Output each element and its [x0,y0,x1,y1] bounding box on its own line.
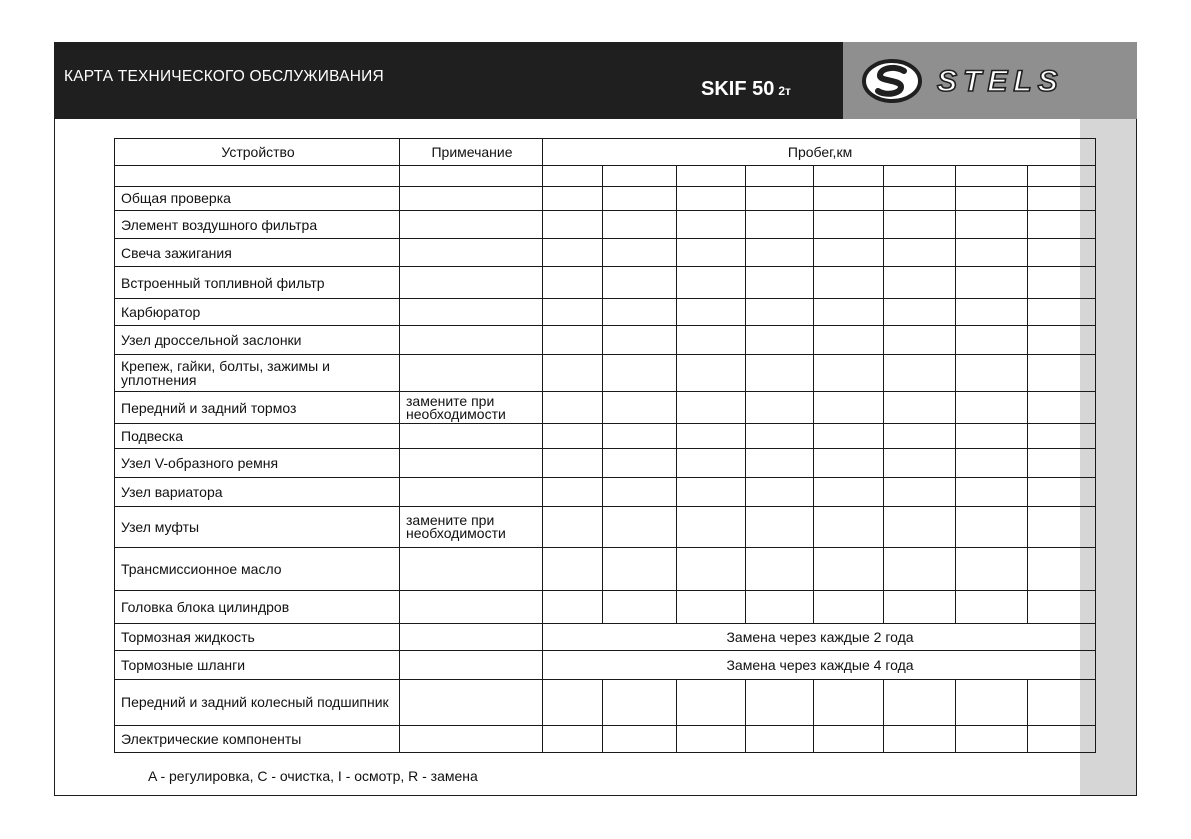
mileage-cell[interactable] [603,590,677,623]
note-cell [400,449,543,478]
mileage-cell[interactable] [814,299,884,326]
table-row [115,267,1096,299]
mileage-cell[interactable] [603,548,677,590]
mileage-cell[interactable] [543,211,603,239]
mileage-cell[interactable] [956,355,1028,392]
mileage-cell[interactable] [1028,165,1096,186]
mileage-cell[interactable] [956,326,1028,355]
mileage-cell[interactable] [746,548,814,590]
note-cell [400,267,543,299]
mileage-cell[interactable] [884,424,956,449]
mileage-cell[interactable] [814,726,884,753]
device-cell: Узел дроссельной заслонки [115,326,400,355]
brand-wordmark-text: STELS [937,66,1064,96]
mileage-cell[interactable] [1028,424,1096,449]
mileage-cell[interactable] [677,548,746,590]
mileage-cell[interactable] [814,326,884,355]
mileage-cell[interactable] [1028,186,1096,211]
note-cell [400,477,543,506]
mileage-cell[interactable] [884,392,956,424]
mileage-cell[interactable] [603,506,677,547]
mileage-cell[interactable] [956,679,1028,726]
mileage-cell[interactable] [1028,392,1096,424]
device-cell: Узел вариатора [115,477,400,506]
mileage-cell[interactable] [603,424,677,449]
mileage-cell[interactable] [1028,239,1096,267]
note-cell: замените при необходимости [400,506,543,547]
device-cell: Подвеска [115,424,400,449]
mileage-cell[interactable] [956,299,1028,326]
mileage-cell[interactable] [884,186,956,211]
mileage-cell[interactable] [814,186,884,211]
table-row [115,623,1096,650]
mileage-cell[interactable] [814,449,884,478]
legend-text: A - регулировка, C - очистка, I - осмотр, R - замена [148,768,478,784]
mileage-cell[interactable] [677,590,746,623]
mileage-cell[interactable] [677,299,746,326]
mileage-cell[interactable] [603,679,677,726]
mileage-cell[interactable] [956,165,1028,186]
device-cell: Тормозная жидкость [115,623,400,650]
mileage-cell[interactable] [543,449,603,478]
note-cell [400,623,543,650]
mileage-cell[interactable] [814,424,884,449]
table-row [115,355,1096,392]
mileage-cell[interactable] [543,299,603,326]
mileage-cell[interactable] [814,211,884,239]
mileage-cell[interactable] [884,326,956,355]
mileage-cell[interactable] [814,267,884,299]
mileage-cell[interactable] [1028,299,1096,326]
mileage-cell[interactable] [884,726,956,753]
mileage-cell[interactable] [677,449,746,478]
table-row [115,506,1096,547]
mileage-cell[interactable] [543,239,603,267]
mileage-cell[interactable] [746,449,814,478]
mileage-values-row [115,165,1096,186]
mileage-cell[interactable] [603,267,677,299]
header-note: Примечание [400,139,543,166]
mileage-cell[interactable] [603,355,677,392]
mileage-cell[interactable] [543,679,603,726]
interval-cell: Замена через каждые 4 года [543,650,1096,679]
table-row [115,679,1096,726]
mileage-cell[interactable] [814,239,884,267]
mileage-cell[interactable] [603,165,677,186]
mileage-cell[interactable] [746,477,814,506]
device-cell: Тормозные шланги [115,650,400,679]
mileage-cell[interactable] [543,424,603,449]
mileage-cell[interactable] [603,326,677,355]
mileage-cell[interactable] [677,186,746,211]
brand-logo-area [843,42,1137,119]
mileage-cell[interactable] [884,355,956,392]
device-cell: Электрические компоненты [115,726,400,753]
mileage-cell[interactable] [746,424,814,449]
mileage-cell[interactable] [814,590,884,623]
mileage-cell[interactable] [746,239,814,267]
table-row [115,477,1096,506]
device-cell: Общая проверка [115,186,400,211]
mileage-cell[interactable] [603,477,677,506]
note-cell: замените при необходимости [400,392,543,424]
mileage-cell[interactable] [543,165,603,186]
mileage-cell[interactable] [956,239,1028,267]
mileage-cell[interactable] [746,355,814,392]
mileage-cell[interactable] [884,211,956,239]
note-cell [400,679,543,726]
mileage-cell[interactable] [603,186,677,211]
header-dark-band [54,42,843,119]
mileage-cell[interactable] [884,548,956,590]
note-cell [400,590,543,623]
mileage-device-cell [115,165,400,186]
mileage-cell[interactable] [884,299,956,326]
device-cell: Трансмиссионное масло [115,548,400,590]
mileage-cell[interactable] [677,326,746,355]
model-suffix: 2т [778,84,791,98]
note-cell [400,186,543,211]
mileage-cell[interactable] [543,506,603,547]
mileage-cell[interactable] [814,165,884,186]
table-row [115,326,1096,355]
device-cell: Крепеж, гайки, болты, зажимы и уплотнения [115,355,400,392]
device-cell: Передний и задний колесный подшипник [115,679,400,726]
mileage-cell[interactable] [1028,679,1096,726]
mileage-cell[interactable] [884,239,956,267]
mileage-cell[interactable] [677,211,746,239]
mileage-cell[interactable] [746,326,814,355]
table-row [115,590,1096,623]
mileage-cell[interactable] [884,165,956,186]
mileage-cell[interactable] [1028,355,1096,392]
mileage-cell[interactable] [1028,590,1096,623]
note-cell [400,355,543,392]
header-device: Устройство [115,139,400,166]
mileage-cell[interactable] [746,165,814,186]
mileage-cell[interactable] [956,726,1028,753]
mileage-cell[interactable] [814,506,884,547]
mileage-cell[interactable] [884,449,956,478]
mileage-cell[interactable] [543,186,603,211]
mileage-cell[interactable] [677,506,746,547]
device-cell: Карбюратор [115,299,400,326]
mileage-cell[interactable] [1028,506,1096,547]
table-row [115,299,1096,326]
mileage-cell[interactable] [956,506,1028,547]
table-row [115,548,1096,590]
mileage-cell[interactable] [814,355,884,392]
table-row [115,726,1096,753]
mileage-cell[interactable] [956,424,1028,449]
note-cell [400,650,543,679]
mileage-cell[interactable] [543,590,603,623]
table-row [115,211,1096,239]
table-row [115,186,1096,211]
mileage-cell[interactable] [746,392,814,424]
mileage-note-cell [400,165,543,186]
mileage-cell[interactable] [677,267,746,299]
note-cell [400,299,543,326]
mileage-cell[interactable] [884,590,956,623]
mileage-cell[interactable] [956,211,1028,239]
device-cell: Элемент воздушного фильтра [115,211,400,239]
mileage-cell[interactable] [1028,267,1096,299]
mileage-cell[interactable] [677,726,746,753]
mileage-cell[interactable] [543,326,603,355]
brand-s-emblem-icon [861,58,923,104]
model-name-text: SKIF 50 [701,78,775,100]
mileage-cell[interactable] [543,355,603,392]
mileage-cell[interactable] [543,548,603,590]
mileage-cell[interactable] [677,239,746,267]
device-cell: Свеча зажигания [115,239,400,267]
mileage-cell[interactable] [677,392,746,424]
mileage-cell[interactable] [603,726,677,753]
mileage-cell[interactable] [543,392,603,424]
note-cell [400,239,543,267]
mileage-cell[interactable] [1028,211,1096,239]
mileage-cell[interactable] [603,299,677,326]
mileage-cell[interactable] [884,477,956,506]
mileage-cell[interactable] [956,590,1028,623]
mileage-cell[interactable] [884,506,956,547]
mileage-cell[interactable] [603,449,677,478]
device-cell: Узел муфты [115,506,400,547]
mileage-cell[interactable] [814,477,884,506]
mileage-cell[interactable] [1028,726,1096,753]
device-cell: Головка блока цилиндров [115,590,400,623]
mileage-cell[interactable] [746,679,814,726]
card-title: КАРТА ТЕХНИЧЕСКОГО ОБСЛУЖИВАНИЯ [64,68,384,85]
note-cell [400,726,543,753]
mileage-cell[interactable] [746,590,814,623]
maintenance-table [114,138,1096,753]
mileage-cell[interactable] [746,186,814,211]
note-cell [400,211,543,239]
mileage-cell[interactable] [884,679,956,726]
mileage-cell[interactable] [677,679,746,726]
table-row [115,449,1096,478]
mileage-cell[interactable] [746,299,814,326]
mileage-cell[interactable] [956,186,1028,211]
mileage-cell[interactable] [603,211,677,239]
header-bar [54,42,1137,119]
mileage-cell[interactable] [677,477,746,506]
mileage-cell[interactable] [1028,326,1096,355]
mileage-cell[interactable] [1028,477,1096,506]
mileage-cell[interactable] [814,392,884,424]
note-cell [400,424,543,449]
mileage-cell[interactable] [746,726,814,753]
table-row [115,392,1096,424]
mileage-cell[interactable] [746,267,814,299]
brand-wordmark [931,66,1131,96]
header-mileage: Пробег,км [543,139,1096,166]
table-row [115,650,1096,679]
mileage-cell[interactable] [603,392,677,424]
mileage-cell[interactable] [956,449,1028,478]
device-cell: Узел V-образного ремня [115,449,400,478]
mileage-cell[interactable] [746,506,814,547]
mileage-cell[interactable] [1028,548,1096,590]
mileage-cell[interactable] [677,424,746,449]
note-cell [400,326,543,355]
mileage-cell[interactable] [956,392,1028,424]
table-row [115,424,1096,449]
mileage-cell[interactable] [543,267,603,299]
interval-cell: Замена через каждые 2 года [543,623,1096,650]
mileage-cell[interactable] [746,211,814,239]
mileage-cell[interactable] [677,165,746,186]
device-cell: Передний и задний тормоз [115,392,400,424]
table-row [115,239,1096,267]
mileage-cell[interactable] [956,548,1028,590]
mileage-cell[interactable] [543,726,603,753]
mileage-cell[interactable] [1028,449,1096,478]
mileage-cell[interactable] [543,477,603,506]
model-name [701,78,791,101]
note-cell [400,548,543,590]
mileage-cell[interactable] [814,679,884,726]
mileage-cell[interactable] [677,355,746,392]
mileage-cell[interactable] [603,239,677,267]
device-cell: Встроенный топливной фильтр [115,267,400,299]
table-header-row [115,139,1096,166]
mileage-cell[interactable] [814,548,884,590]
mileage-cell[interactable] [884,267,956,299]
mileage-cell[interactable] [956,477,1028,506]
mileage-cell[interactable] [956,267,1028,299]
